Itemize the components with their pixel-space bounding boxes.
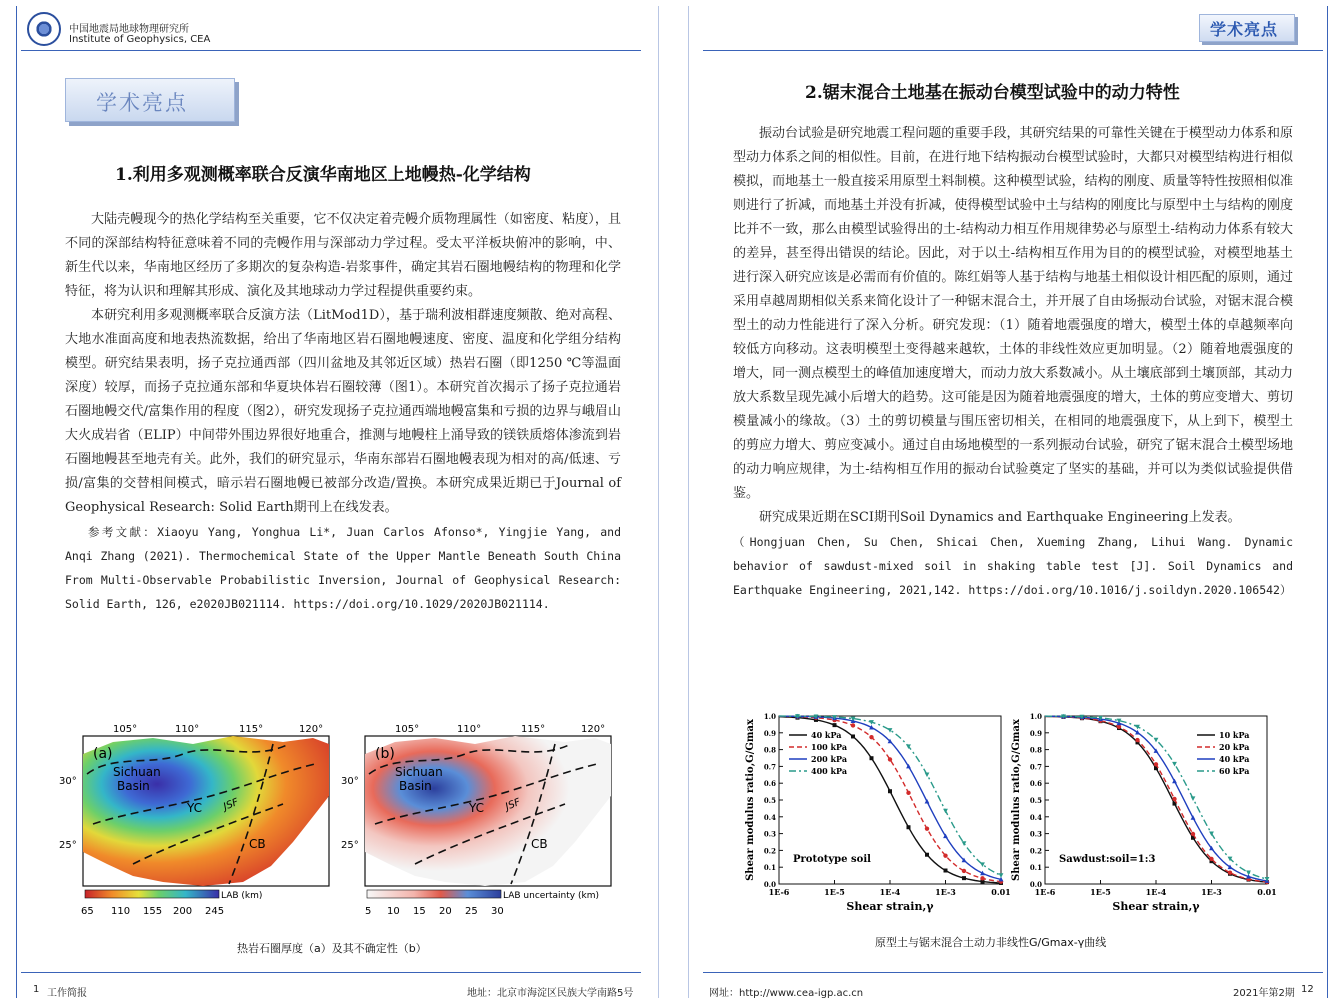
y-tick-label: 0.1 — [763, 863, 776, 873]
legend-label: 400 kPa — [811, 766, 848, 776]
legend-label: 40 kPa — [811, 730, 842, 740]
colorbar-tick: 110 — [111, 906, 131, 917]
data-point — [980, 876, 984, 880]
footer-rule — [21, 972, 641, 973]
data-point — [962, 876, 966, 880]
y-tick-label: 0.8 — [1029, 745, 1042, 755]
lon-tick: 110° — [457, 724, 482, 735]
y-tick-label: 0.3 — [1029, 829, 1042, 839]
y-tick-label: 0.7 — [763, 762, 776, 772]
y-axis-label: Shear modulus ratio,G/Gmax — [1011, 719, 1022, 881]
y-tick-label: 0.9 — [763, 728, 776, 738]
colorbar-tick: 5 — [365, 906, 372, 917]
chart-annotation: Sawdust:soil=1:3 — [1059, 854, 1156, 865]
footer-issue: 2021年第2期 — [1233, 988, 1295, 999]
data-point — [1117, 725, 1121, 729]
colorbar-tick: 15 — [413, 906, 426, 917]
colorbar-a — [85, 890, 219, 898]
shear-modulus-charts — [741, 706, 1301, 916]
y-tick-label: 0.5 — [1029, 796, 1042, 805]
x-tick-label: 0.01 — [1257, 887, 1277, 897]
panel-a — [59, 724, 329, 917]
data-point — [944, 869, 948, 873]
y-tick-label: 0.5 — [763, 796, 776, 805]
right-figure-caption: 原型土与锯末混合土动力非线性G/Gmax-γ曲线 — [875, 936, 1107, 949]
lat-tick: 25° — [59, 840, 77, 851]
reference: 参考文献：Xiaoyu Yang, Yonghua Li*, Juan Carlos Afonso*, Yingjie Yang, and Anqi Zhang (2021). Thermochemical State of the Upper Mantle Beneath South China From Multi-Observable Probabilistic Inversion, Journal of Geophysical Research: Solid Earth, 126, e2020JB021114. https://doi.org/10.1029/2020JB021114. — [65, 525, 621, 611]
header-rule — [21, 50, 641, 51]
y-tick-label: 0.0 — [1029, 880, 1042, 889]
legend-label: 60 kPa — [1219, 766, 1250, 776]
footer-address: 地址：北京市海淀区民族大学南路5号 — [467, 988, 634, 999]
y-tick-label: 0.7 — [1029, 762, 1042, 772]
data-point — [1135, 738, 1139, 742]
data-point — [833, 723, 837, 727]
colorbar-tick: 245 — [205, 906, 225, 917]
colorbar-a-title: LAB (km) — [221, 891, 263, 901]
x-tick-label: 1E-6 — [768, 887, 790, 897]
map-region-label: JSF — [222, 796, 241, 813]
y-axis-label: Shear modulus ratio,G/Gmax — [745, 719, 756, 881]
right-article-body — [733, 122, 1293, 602]
x-tick-label: 1E-5 — [1090, 887, 1111, 897]
lon-tick: 110° — [175, 724, 200, 735]
institute-logo — [27, 12, 61, 46]
lon-tick: 105° — [395, 724, 420, 735]
colorbar-tick: 200 — [173, 906, 193, 917]
panel-b — [341, 724, 611, 917]
map-region-label: Basin — [117, 779, 150, 793]
data-point — [943, 853, 947, 857]
footer-left-label: 工作简报 — [47, 988, 87, 999]
lat-tick: 30° — [59, 776, 77, 787]
data-point — [1154, 762, 1158, 766]
y-tick-label: 1.0 — [1029, 712, 1042, 721]
data-point — [851, 723, 855, 727]
data-point — [907, 825, 911, 829]
x-axis-label: Shear strain,γ — [1112, 900, 1200, 913]
footer-page-number: 12 — [1301, 984, 1314, 995]
section-banner: 学术亮点 — [65, 78, 235, 122]
legend-label: 200 kPa — [811, 754, 848, 764]
legend-label: 10 kPa — [1219, 730, 1250, 740]
lon-tick: 120° — [581, 724, 606, 735]
lon-tick: 120° — [299, 724, 324, 735]
legend-label: 100 kPa — [811, 742, 848, 752]
section-tag: 学术亮点 — [1199, 14, 1295, 42]
x-tick-label: 1E-4 — [1145, 887, 1167, 897]
lon-tick: 115° — [239, 724, 264, 735]
left-article-body — [65, 208, 621, 616]
colorbar-tick: 25 — [465, 906, 478, 917]
map-region-label: Sichuan — [113, 765, 161, 779]
right-article-title: 2.锯末混合土地基在振动台模型试验中的动力特性 — [805, 83, 1180, 103]
y-tick-label: 0.6 — [763, 779, 776, 789]
panel-b-label: (b) — [375, 746, 395, 762]
x-tick-label: 0.01 — [991, 887, 1011, 897]
left-page — [16, 6, 659, 998]
institute-name-en: Institute of Geophysics, CEA — [69, 34, 211, 45]
legend-label: 40 kPa — [1219, 754, 1250, 764]
colorbar-tick: 10 — [387, 906, 400, 917]
y-tick-label: 0.9 — [1029, 728, 1042, 738]
data-point — [925, 853, 929, 857]
y-tick-label: 0.8 — [763, 745, 776, 755]
data-point — [1228, 870, 1232, 874]
colorbar-tick: 155 — [143, 906, 163, 917]
data-point — [1209, 857, 1213, 861]
right-page — [688, 6, 1328, 998]
panel-a-label: (a) — [93, 746, 113, 762]
colorbar-b — [367, 890, 501, 898]
map-region-label: Basin — [399, 779, 432, 793]
legend-label: 20 kPa — [1219, 742, 1250, 752]
lon-tick: 115° — [521, 724, 546, 735]
y-tick-label: 0.4 — [763, 812, 776, 822]
data-point — [962, 869, 966, 873]
map-region-label: CB — [531, 837, 548, 851]
footer-rule — [703, 972, 1323, 973]
paragraph: 大陆壳幔现今的热化学结构至关重要，它不仅决定着壳幔介质物理属性（如密度、粘度），且不同的深部结构特征意味着不同的壳幔作用与深部动力学过程。受太平洋板块俯冲的影响，中、新生代以来，华南地区经历了多期次的复杂构造-岩浆事件，确定其岩石圈地幔结构的物理和化学特征，将为认识和理解其形成、演化及其地球动力学过程提供重要约束。 — [65, 212, 621, 299]
left-article-title: 1.利用多观测概率联合反演华南地区上地幔热-化学结构 — [115, 165, 531, 185]
y-tick-label: 0.2 — [763, 846, 776, 856]
reference: （Hongjuan Chen, Su Chen, Shicai Chen, Xueming Zhang, Lihui Wang. Dynamic behavior of sawdust-mixed soil in shaking table test [J]. Soil Dynamics and Earthquake Engineering, 2021,142. https://doi.org/10.1016/j.soildyn.2020.106542） — [733, 535, 1293, 597]
paragraph: 研究成果近期在SCI期刊Soil Dynamics and Earthquake Engineering上发表。 — [759, 510, 1241, 525]
y-tick-label: 0.4 — [1029, 812, 1042, 822]
chart-annotation: Prototype soil — [793, 854, 871, 865]
data-point — [906, 791, 910, 795]
y-tick-label: 0.6 — [1029, 779, 1042, 789]
x-tick-label: 1E-5 — [824, 887, 845, 897]
data-point — [1172, 797, 1176, 801]
lat-tick: 25° — [341, 840, 359, 851]
footer-page-number: 1 — [33, 984, 40, 995]
y-tick-label: 0.2 — [1029, 846, 1042, 856]
y-tick-label: 0.3 — [763, 829, 776, 839]
data-point — [851, 734, 855, 738]
map-region-label: Sichuan — [395, 765, 443, 779]
x-tick-label: 1E-6 — [1034, 887, 1056, 897]
institute-name-cn: 中国地震局地球物理研究所 — [69, 24, 189, 35]
map-region-label: CB — [249, 837, 266, 851]
y-tick-label: 0.0 — [763, 880, 776, 889]
colorbar-tick: 20 — [439, 906, 452, 917]
paragraph: 本研究利用多观测概率联合反演方法（LitMod1D），基于瑞利波相群速度频散、绝对高程、大地水准面高度和地表热流数据，给出了华南地区岩石圈地幔速度、密度、温度和化学组分结构模型。研究结果表明，扬子克拉通西部（四川盆地及其邻近区域）热岩石圈（即1250 ℃等温面深度）较厚，而扬子克拉通东部和华夏块体岩石圈较薄（图1）。本研究首次揭示了扬子克拉通岩石圈地幔交代/富集作用的程度（图2），研究发现扬子克拉通西端地幔富集和亏损的边界与峨眉山大火成岩省（ELIP）中间带外围边界很好地重合，推测与地幔柱上涌导致的镁铁质熔体渗流到岩石圈地幔甚至地壳有关。此外，我们的研究显示，华南东部岩石圈地幔表现为相对的高/低速、亏损/富集的交替相间模式，暗示岩石圈地幔已被部分改造/置换。本研究成果近期已于Journal of Geophysical Research: Solid Earth期刊上在线发表。 — [65, 308, 621, 515]
left-figure-caption: 热岩石圈厚度（a）及其不确定性（b） — [237, 942, 427, 955]
header-rule — [703, 50, 1323, 51]
map-region-label: YC — [187, 801, 203, 815]
y-tick-label: 1.0 — [763, 712, 776, 721]
paragraph: 振动台试验是研究地震工程问题的重要手段，其研究结果的可靠性关键在于模型动力体系和原型动力体系之间的相似性。目前，在进行地下结构振动台模型试验时，大都只对模型结构进行相似模拟，而地基土一般直接采用原型土料制模。这种模型试验，结构的刚度、质量等特性按照相似准则进行了折减，而地基土并没有折减，使得模型试验中土与结构的刚度比与原型中土与结构的刚度比并不一致，那么由模型试验得出的土-结构动力相互作用规律势必与原型土-结构动力体系有较大的差异，甚至得出错误的结论。因此，对于以土-结构相互作用为目的的模型试验，对模型地基土进行深入研究应该是必需而有价值的。陈红娟等人基于结构与地基土相似设计相匹配的原则，通过采用卓越周期相似关系来简化设计了一种锯末混合土，并开展了自由场振动台试验，对锯末混合模型土的动力性能进行了深入分析。研究发现：（1）随着地震强度的增大，模型土体的卓越频率向较低方向移动。这表明模型土变得越来越软，土体的非线性效应更加明显。（2）随着地震强度的增大，同一测点模型土的峰值加速度增大，而动力放大系数减小。从土壤底部到土壤顶部，其动力放大系数呈现先减小后增大的趋势。这可能是因为随着地震强度的增大，土体的剪应变增大、剪切模量减小的缘故。（3）土的剪切模量与围压密切相关，在相同的地震强度下，从上到下，模型土的剪应力增大、剪应变减小。通过自由场地模型的一系列振动台试验，研究了锯末混合土模型场地的动力响应规律，为土-结构相互作用的振动台试验奠定了坚实的基础，并可以为类似试验提供借鉴。 — [733, 126, 1293, 501]
colorbar-tick: 65 — [81, 906, 94, 917]
x-axis-label: Shear strain,γ — [846, 900, 934, 913]
map-region-label: JSF — [504, 796, 523, 813]
x-tick-label: 1E-3 — [1201, 887, 1222, 897]
footer-website: 网址：http://www.cea-igp.ac.cn — [709, 988, 864, 999]
data-point — [870, 756, 874, 760]
data-point — [888, 757, 892, 761]
lat-tick: 30° — [341, 776, 359, 787]
map-region-label: YC — [469, 801, 485, 815]
data-point — [869, 735, 873, 739]
data-point — [925, 826, 929, 830]
y-tick-label: 0.1 — [1029, 863, 1042, 873]
colorbar-b-title: LAB uncertainty (km) — [503, 891, 599, 901]
data-point — [888, 789, 892, 793]
x-tick-label: 1E-3 — [935, 887, 956, 897]
x-tick-label: 1E-4 — [879, 887, 901, 897]
data-point — [1191, 832, 1195, 836]
colorbar-tick: 30 — [491, 906, 504, 917]
lab-map-figure — [53, 714, 613, 924]
lon-tick: 105° — [113, 724, 138, 735]
